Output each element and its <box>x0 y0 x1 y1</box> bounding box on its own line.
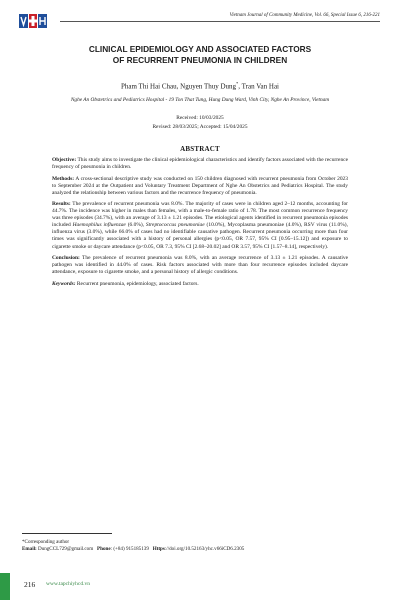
journal-website[interactable]: www.tapchiyhcd.vn <box>46 581 90 587</box>
keywords-text: Recurrent pneumonia, epidemiology, associated factors. <box>75 280 199 287</box>
email-value[interactable]: DungCCL729@gmail.com <box>36 546 94 552</box>
title-line-2: OF RECURRENT PNEUMONIA IN CHILDREN <box>112 55 288 65</box>
journal-logo <box>18 12 48 30</box>
page-number: 216 <box>24 580 36 589</box>
abstract-conclusion <box>52 255 348 276</box>
conclusion-label: Conclusion: <box>52 255 80 262</box>
revised-accepted-date: Revised: 28/03/2025; Accepted: 15/04/2025 <box>152 123 248 130</box>
phone-value: : (+84) 915185139 <box>110 546 149 552</box>
footnote <box>22 539 380 553</box>
methods-label: Methods: <box>52 175 75 182</box>
results-text-2: (6.0%), <box>125 222 146 229</box>
header-rule <box>60 21 380 22</box>
results-text-1: The prevalence of recurrent pneumonia was 8.0%. The majority of cases were in children aged 2–12 months, accounting for 44.7%. The incidence was higher in males than females, with a male-to-female ratio of 1.78. The most common recurrence frequency was three episodes (34.7%), with an average of 3.13 ± 1.21 episodes. The etiological agents identified in recurrent pneumonia episodes included <box>52 201 348 229</box>
https-label: Https <box>152 546 165 552</box>
authors-last: , Tran Van Hai <box>238 82 279 91</box>
author-list <box>30 81 370 90</box>
abstract-body <box>52 157 348 292</box>
results-label: Results: <box>52 201 71 208</box>
methods-text: A cross-sectional descriptive study was conducted on 150 children diagnosed with recurrent pneumonia from October 2023 to September 2024 at the Outpatient and Voluntary Treatment Department of Nghe An Obstetrics and Pediatrics Hospital. The study analyzed the relationship between various factors and the recurrence frequency of pneumonia. <box>52 175 348 196</box>
article-dates <box>30 114 370 131</box>
contact-line <box>22 546 380 553</box>
organism-streptococcus: Streptococcus pneumoniae <box>145 222 205 229</box>
email-label: Email: <box>22 546 37 552</box>
objective-label: Objective: <box>52 157 77 163</box>
doi-value[interactable]: ://doi.org/10.52163/yhc.v66iCD6.2305 <box>164 546 245 552</box>
journal-citation: Vietnam Journal of Community Medicine, Vol. 66, Special Issue 6, 216-221 <box>229 13 380 18</box>
abstract-heading: ABSTRACT <box>180 145 220 153</box>
footnote-rule <box>22 533 112 534</box>
organism-haemophilus: Haemophilus influenzae <box>72 222 126 229</box>
authors-first: Pham Thi Hai Chau, Nguyen Thuy Dung <box>120 82 237 91</box>
abstract-keywords <box>52 281 348 288</box>
corresponding-mark: * <box>236 81 239 86</box>
received-date: Received: 10/03/2025 <box>176 115 224 121</box>
keywords-label: Keywords: <box>52 280 76 287</box>
phone-label: Phone <box>97 546 111 552</box>
article-title <box>30 44 370 66</box>
abstract-results <box>52 201 348 250</box>
abstract-methods <box>52 176 348 197</box>
objective-text: This study aims to investigate the clinical epidemiological characteristics and identify factors associated with the recurrence frequency of pneumonia in children. <box>52 157 348 171</box>
abstract-objective <box>52 157 348 171</box>
conclusion-text: The prevalence of recurrent pneumonia was 8.0%, with an average recurrence of 3.13 ± 1.21 episodes. A causative pathogen was identified in 44.0% of cases. Risk factors associated with more than four recurrence episodes included daycare attendance, exposure to cigarette smoke, and a personal history of allergic conditions. <box>52 255 348 276</box>
page-tab-marker <box>0 573 10 600</box>
title-line-1: CLINICAL EPIDEMIOLOGY AND ASSOCIATED FACTORS <box>88 44 312 54</box>
corresponding-author-note: *Corresponding author <box>22 539 70 545</box>
results-text-3: (10.0%), Mycoplasma pneumoniae (4.0%), RSV virus (11.0%), influenza virus (3.0%), while 66.0% of cases had no identifiable causative pathogen. Recurrent pneumonia occurring more than four times was significantly associated with a history of personal allergies (p<0.05, OR 7.57, 95% CI [0.95–15.12]) and exposure to cigarette smoke or daycare attendance (p<0.05, OR 7.3, 95% CI [2.68–20.02] and OR 3.57, 95% CI [1.57–8.14], respectively). <box>52 222 348 250</box>
affiliation: Nghe An Obstetrics and Pediatrics Hospital - 19 Ton That Tung, Hung Dung Ward, Vinh City, Nghe An Province, Vietnam <box>70 97 330 103</box>
